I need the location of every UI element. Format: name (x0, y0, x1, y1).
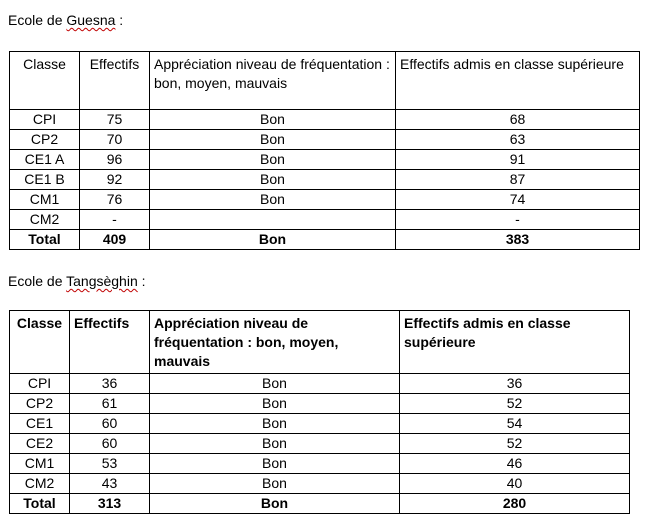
cell-admis: 46 (400, 454, 630, 474)
table-row (10, 394, 630, 414)
cell-admis: 36 (400, 374, 630, 394)
table-tangseghin (9, 310, 630, 514)
cell-admis: 52 (400, 434, 630, 454)
cell-effectifs: 92 (80, 170, 150, 190)
cell-appreciation: Bon (150, 150, 396, 170)
cell-effectifs: 43 (70, 474, 150, 494)
cell-appreciation: Bon (150, 130, 396, 150)
school-guesna-heading (8, 12, 123, 28)
cell-classe: CM2 (10, 474, 70, 494)
cell-admis: 52 (400, 394, 630, 414)
header-appreciation: Appréciation niveau de fréquentation : bon, moyen, mauvais (150, 311, 400, 374)
table-row (10, 374, 630, 394)
cell-appreciation: Bon (150, 190, 396, 210)
cell-admis: 74 (396, 190, 640, 210)
total-effectifs: 313 (70, 494, 150, 514)
total-appreciation: Bon (150, 230, 396, 250)
header-classe: Classe (10, 311, 70, 374)
cell-effectifs: 61 (70, 394, 150, 414)
table-row (10, 190, 640, 210)
cell-classe: CPI (10, 374, 70, 394)
heading-suffix: : (137, 273, 146, 289)
table-total-row (10, 494, 630, 514)
cell-admis: - (396, 210, 640, 230)
total-admis: 383 (396, 230, 640, 250)
heading-school-name: Guesna (66, 12, 116, 28)
header-effectifs: Effectifs (80, 52, 150, 110)
total-admis: 280 (400, 494, 630, 514)
table-row (10, 150, 640, 170)
total-classe: Total (10, 230, 80, 250)
table-row (10, 170, 640, 190)
header-admis: Effectifs admis en classe supérieure (396, 52, 640, 110)
cell-effectifs: 53 (70, 454, 150, 474)
cell-classe: CP2 (10, 394, 70, 414)
total-appreciation: Bon (150, 494, 400, 514)
cell-admis: 40 (400, 474, 630, 494)
school-tangseghin-heading (8, 273, 146, 289)
cell-effectifs: 36 (70, 374, 150, 394)
cell-classe: CM2 (10, 210, 80, 230)
cell-classe: CM1 (10, 454, 70, 474)
cell-appreciation: Bon (150, 110, 396, 130)
table-header-row (10, 311, 630, 374)
heading-prefix: Ecole de (8, 273, 67, 289)
cell-effectifs: 75 (80, 110, 150, 130)
header-appreciation: Appréciation niveau de fréquentation : bon, moyen, mauvais (150, 52, 396, 110)
cell-classe: CE2 (10, 434, 70, 454)
cell-effectifs: 60 (70, 434, 150, 454)
cell-appreciation (150, 210, 396, 230)
cell-appreciation: Bon (150, 434, 400, 454)
cell-classe: CE1 A (10, 150, 80, 170)
total-classe: Total (10, 494, 70, 514)
cell-classe: CP2 (10, 130, 80, 150)
heading-school-name: Tangsèghin (66, 273, 138, 289)
table-row (10, 434, 630, 454)
cell-effectifs: 60 (70, 414, 150, 434)
table-row (10, 130, 640, 150)
table-total-row (10, 230, 640, 250)
cell-appreciation: Bon (150, 454, 400, 474)
cell-classe: CE1 (10, 414, 70, 434)
cell-classe: CE1 B (10, 170, 80, 190)
heading-prefix: Ecole de (8, 12, 67, 28)
cell-admis: 91 (396, 150, 640, 170)
heading-suffix: : (115, 12, 124, 28)
cell-effectifs: 96 (80, 150, 150, 170)
header-admis: Effectifs admis en classe supérieure (400, 311, 630, 374)
cell-appreciation: Bon (150, 394, 400, 414)
header-effectifs: Effectifs (70, 311, 150, 374)
cell-classe: CM1 (10, 190, 80, 210)
cell-appreciation: Bon (150, 474, 400, 494)
table-row (10, 454, 630, 474)
cell-admis: 63 (396, 130, 640, 150)
cell-appreciation: Bon (150, 414, 400, 434)
cell-effectifs: - (80, 210, 150, 230)
table-row (10, 210, 640, 230)
cell-admis: 87 (396, 170, 640, 190)
cell-effectifs: 70 (80, 130, 150, 150)
cell-effectifs: 76 (80, 190, 150, 210)
table-guesna (9, 51, 640, 250)
table-row (10, 110, 640, 130)
header-classe: Classe (10, 52, 80, 110)
cell-appreciation: Bon (150, 170, 396, 190)
table-row (10, 474, 630, 494)
table-header-row (10, 52, 640, 110)
cell-admis: 68 (396, 110, 640, 130)
total-effectifs: 409 (80, 230, 150, 250)
table-row (10, 414, 630, 434)
cell-admis: 54 (400, 414, 630, 434)
cell-classe: CPI (10, 110, 80, 130)
cell-appreciation: Bon (150, 374, 400, 394)
